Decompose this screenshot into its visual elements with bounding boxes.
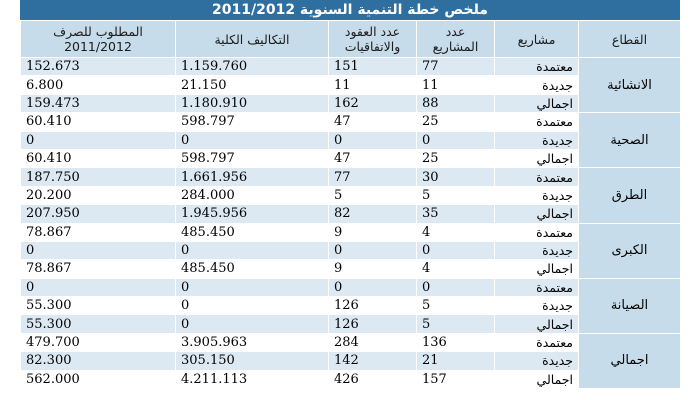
- required-amount: 82.300: [21, 352, 176, 370]
- table-row: [21, 168, 681, 186]
- project-count: 30: [417, 168, 495, 186]
- total-cost: 0: [176, 297, 329, 315]
- total-cost: 3.905.963: [176, 333, 329, 351]
- project-count: 157: [417, 370, 495, 388]
- development-plan-summary: [20, 0, 680, 400]
- required-amount: 6.800: [21, 76, 176, 94]
- required-amount: 55.300: [21, 315, 176, 333]
- header-required: المطلوب للصرف 2011/2012: [21, 21, 176, 58]
- sector-name: الصحية: [579, 113, 681, 168]
- required-amount: 78.867: [21, 260, 176, 278]
- total-cost: 598.797: [176, 113, 329, 131]
- project-type: اجمالي: [495, 149, 579, 167]
- header-projects: مشاريع: [495, 21, 579, 58]
- required-amount: 78.867: [21, 223, 176, 241]
- project-type: اجمالي: [495, 260, 579, 278]
- contracts-count: 151: [329, 58, 417, 76]
- total-cost: 1.945.956: [176, 205, 329, 223]
- contracts-count: 0: [329, 131, 417, 149]
- project-count: 5: [417, 186, 495, 204]
- sector-name: الطرق: [579, 168, 681, 223]
- contracts-count: 284: [329, 333, 417, 351]
- project-type: جديدة: [495, 297, 579, 315]
- total-cost: 1.159.760: [176, 58, 329, 76]
- required-amount: 152.673: [21, 58, 176, 76]
- total-cost: 284.000: [176, 186, 329, 204]
- total-cost: 485.450: [176, 260, 329, 278]
- required-amount: 60.410: [21, 149, 176, 167]
- header-count: عدد المشاريع: [417, 21, 495, 58]
- project-type: معتمدة: [495, 333, 579, 351]
- project-count: 77: [417, 58, 495, 76]
- total-cost: 0: [176, 315, 329, 333]
- project-type: جديدة: [495, 352, 579, 370]
- contracts-count: 82: [329, 205, 417, 223]
- total-cost: 21.150: [176, 76, 329, 94]
- contracts-count: 9: [329, 260, 417, 278]
- required-amount: 20.200: [21, 186, 176, 204]
- project-count: 0: [417, 131, 495, 149]
- required-amount: 479.700: [21, 333, 176, 351]
- sector-name: الكبرى: [579, 223, 681, 278]
- project-count: 136: [417, 333, 495, 351]
- total-cost: 0: [176, 241, 329, 259]
- required-amount: 562.000: [21, 370, 176, 388]
- project-count: 21: [417, 352, 495, 370]
- project-count: 0: [417, 278, 495, 296]
- project-count: 35: [417, 205, 495, 223]
- project-count: 4: [417, 223, 495, 241]
- table-row: [21, 58, 681, 76]
- project-type: جديدة: [495, 241, 579, 259]
- required-amount: 159.473: [21, 94, 176, 112]
- total-cost: 4.211.113: [176, 370, 329, 388]
- project-count: 11: [417, 76, 495, 94]
- contracts-count: 126: [329, 297, 417, 315]
- contracts-count: 47: [329, 113, 417, 131]
- project-type: معتمدة: [495, 168, 579, 186]
- table-row: [21, 333, 681, 351]
- project-type: جديدة: [495, 131, 579, 149]
- header-contracts: عدد العقود والاتفاقيات: [329, 21, 417, 58]
- header-cost: التكاليف الكلية: [176, 21, 329, 58]
- contracts-count: 11: [329, 76, 417, 94]
- contracts-count: 9: [329, 223, 417, 241]
- contracts-count: 0: [329, 241, 417, 259]
- project-type: معتمدة: [495, 58, 579, 76]
- project-count: 0: [417, 241, 495, 259]
- required-amount: 187.750: [21, 168, 176, 186]
- contracts-count: 5: [329, 186, 417, 204]
- total-cost: 0: [176, 278, 329, 296]
- sector-name: الانشائية: [579, 58, 681, 113]
- total-cost: 598.797: [176, 149, 329, 167]
- contracts-count: 126: [329, 315, 417, 333]
- required-amount: 0: [21, 241, 176, 259]
- project-type: جديدة: [495, 76, 579, 94]
- total-cost: 1.180.910: [176, 94, 329, 112]
- header-row: [21, 21, 681, 58]
- project-type: معتمدة: [495, 278, 579, 296]
- project-type: اجمالي: [495, 205, 579, 223]
- table-title: ملخص خطة التنمية السنوية 2011/2012: [20, 0, 680, 20]
- required-amount: 207.950: [21, 205, 176, 223]
- total-cost: 1.661.956: [176, 168, 329, 186]
- required-amount: 0: [21, 278, 176, 296]
- contracts-count: 77: [329, 168, 417, 186]
- table-row: [21, 278, 681, 296]
- contracts-count: 426: [329, 370, 417, 388]
- contracts-count: 0: [329, 278, 417, 296]
- total-cost: 485.450: [176, 223, 329, 241]
- table-row: [21, 113, 681, 131]
- project-count: 4: [417, 260, 495, 278]
- contracts-count: 142: [329, 352, 417, 370]
- total-cost: 305.150: [176, 352, 329, 370]
- project-type: معتمدة: [495, 223, 579, 241]
- total-cost: 0: [176, 131, 329, 149]
- project-type: معتمدة: [495, 113, 579, 131]
- project-type: جديدة: [495, 186, 579, 204]
- project-count: 25: [417, 149, 495, 167]
- required-amount: 55.300: [21, 297, 176, 315]
- required-amount: 0: [21, 131, 176, 149]
- project-count: 88: [417, 94, 495, 112]
- project-count: 25: [417, 113, 495, 131]
- contracts-count: 47: [329, 149, 417, 167]
- table-body: [21, 58, 681, 389]
- summary-table: [20, 20, 681, 389]
- header-sector: القطاع: [579, 21, 681, 58]
- project-count: 5: [417, 297, 495, 315]
- sector-name: الصيانة: [579, 278, 681, 333]
- project-count: 5: [417, 315, 495, 333]
- contracts-count: 162: [329, 94, 417, 112]
- project-type: اجمالي: [495, 94, 579, 112]
- project-type: اجمالي: [495, 315, 579, 333]
- required-amount: 60.410: [21, 113, 176, 131]
- table-row: [21, 223, 681, 241]
- sector-name: اجمالي: [579, 333, 681, 388]
- project-type: اجمالي: [495, 370, 579, 388]
